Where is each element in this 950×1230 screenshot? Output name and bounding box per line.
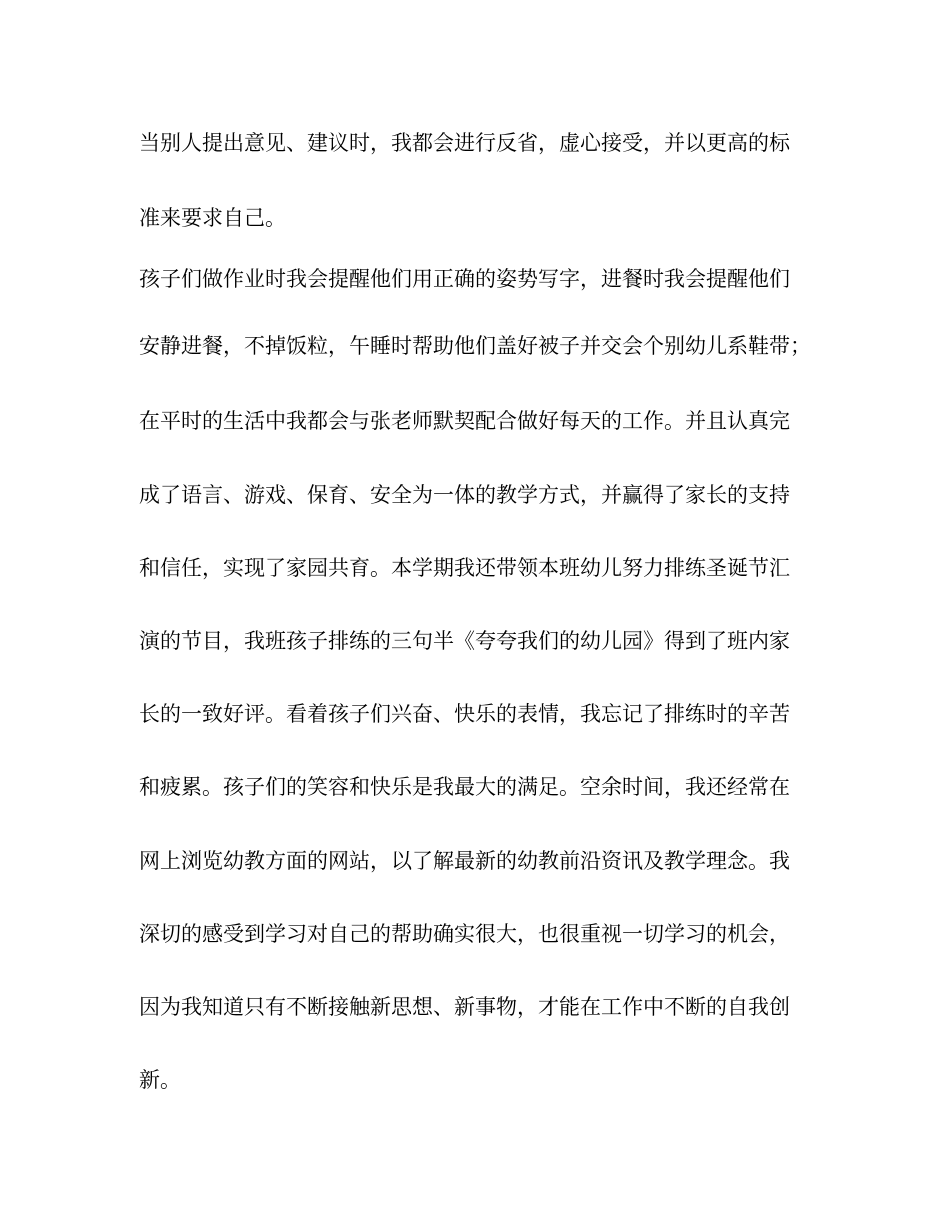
text-line: 孩子们做作业时我会提醒他们用正确的姿势写字，进餐时我会提醒他们 bbox=[139, 267, 790, 291]
text-line: 和信任，实现了家园共育。本学期我还带领本班幼儿努力排练圣诞节汇 bbox=[139, 556, 790, 580]
text-line: 深切的感受到学习对自己的帮助确实很大，也很重视一切学习的机会， bbox=[139, 922, 790, 946]
text-line: 新。 bbox=[139, 1068, 181, 1092]
text-line: 成了语言、游戏、保育、安全为一体的教学方式，并赢得了家长的支持 bbox=[139, 483, 790, 507]
text-line: 在平时的生活中我都会与张老师默契配合做好每天的工作。并且认真完 bbox=[139, 409, 790, 433]
text-line: 演的节目，我班孩子排练的三句半《夸夸我们的幼儿园》得到了班内家 bbox=[139, 629, 790, 653]
text-line: 准来要求自己。 bbox=[139, 206, 286, 230]
text-line: 因为我知道只有不断接触新思想、新事物，才能在工作中不断的自我创 bbox=[139, 995, 790, 1019]
text-line: 当别人提出意见、建议时，我都会进行反省，虚心接受，并以更高的标 bbox=[139, 131, 790, 155]
text-line: 安静进餐，不掉饭粒，午睡时帮助他们盖好被子并交会个别幼儿系鞋带； bbox=[139, 334, 811, 358]
text-line: 网上浏览幼教方面的网站，以了解最新的幼教前沿资讯及教学理念。我 bbox=[139, 849, 790, 873]
text-line: 和疲累。孩子们的笑容和快乐是我最大的满足。空余时间，我还经常在 bbox=[139, 775, 790, 799]
text-line: 长的一致好评。看着孩子们兴奋、快乐的表情，我忘记了排练时的辛苦 bbox=[139, 702, 790, 726]
